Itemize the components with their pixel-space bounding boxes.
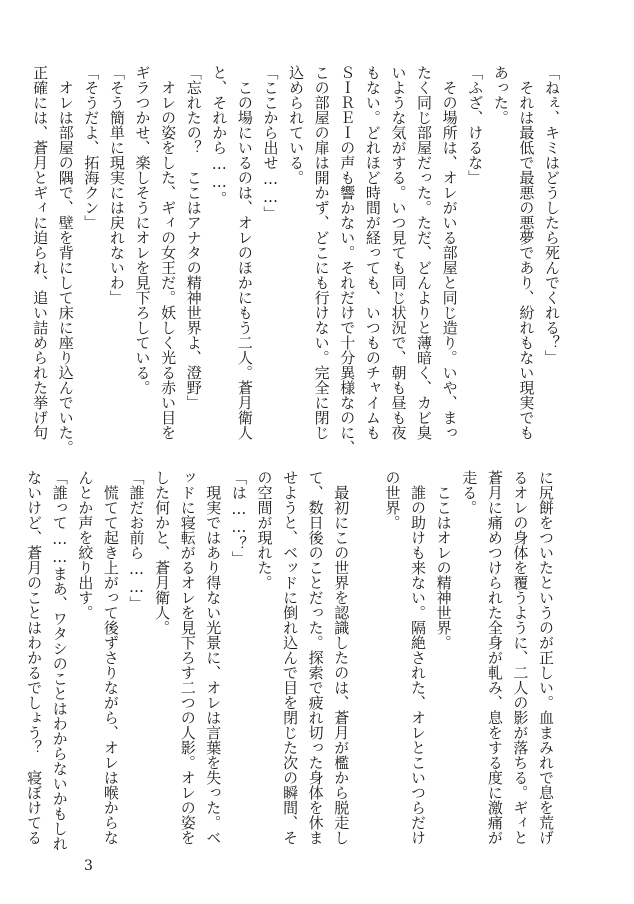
- text-line: もない。どれほど時間が経っても、いつものチャイムも: [363, 65, 382, 440]
- text-line: 「誰だお前ら……」: [127, 470, 146, 611]
- text-line: ッドに寝転がるオレを見下ろす二つの人影。オレの姿を: [178, 470, 197, 845]
- upper-text-block: [31, 65, 564, 455]
- text-line: ＳＩＲＥＩの声も響かない。それだけで十分異様なのに、: [338, 65, 357, 455]
- text-line: 走る。: [460, 470, 479, 515]
- text-line: せようと、ベッドに倒れ込んで目を閉じた次の瞬間、そ: [281, 470, 300, 845]
- text-line: 込められている。: [287, 65, 306, 185]
- text-line: [353, 470, 379, 855]
- text-line: 「忘れたの？ ここはアナタの精神世界よ、澄野」: [184, 65, 203, 410]
- text-line: の世界。: [383, 470, 402, 530]
- text-line: ないけど、蒼月のことはわかるでしょう？ 寝ぼけてる: [25, 470, 44, 845]
- text-line: の空間が現れた。: [255, 470, 274, 590]
- text-line: るオレの身体を覆うように、二人の影が落ちる。ギィと: [511, 470, 530, 845]
- text-line: 「そう簡単に現実には戻れないわ」: [107, 65, 126, 305]
- text-line: その場所は、オレがいる部屋と同じ造り。いや、まっ: [440, 65, 459, 440]
- text-line: たく同じ部屋だった。ただ、どんよりと薄暗く、カビ臭: [415, 65, 434, 440]
- lower-text-block: [25, 470, 558, 855]
- text-line: いような気がする。いつ見ても同じ状況で、朝も昼も夜: [389, 65, 408, 440]
- text-line: 「ここから出せ……」: [261, 65, 280, 221]
- text-line: この場にいるのは、オレのほかにもう二人。蒼月衛人: [235, 65, 254, 440]
- text-line: 「そうだよ、拓海クン」: [82, 65, 101, 230]
- text-line: 「ふざ、けるな」: [466, 65, 485, 185]
- text-line: ここはオレの精神世界。: [434, 470, 453, 650]
- text-line: んとか声を絞り出す。: [76, 470, 95, 620]
- text-line: に尻餅をついたというのが正しい。血まみれで息を荒げ: [537, 470, 555, 845]
- text-line: 「は……？」: [229, 470, 248, 566]
- text-line: ギラつかせ、楽しそうにオレを見下ろしている。: [133, 65, 152, 395]
- text-line: オレは部屋の隅で、壁を背にして床に座り込んでいた。: [56, 65, 75, 455]
- text-line: した何かと、蒼月衛人。: [153, 470, 172, 635]
- text-line: て、数日後のことだった。探索で疲れ切った身体を休ま: [306, 470, 325, 845]
- text-line: 「誰って……まあ、ワタシのことはわからないかもしれ: [50, 470, 69, 851]
- page-number: 3: [84, 858, 93, 874]
- text-line: オレの姿をした、ギィの女王だ。妖しく光る赤い目を: [159, 65, 178, 440]
- text-line: 「ねぇ、キミはどうしたら死んでくれる？」: [543, 65, 561, 365]
- text-line: 蒼月に痛めつけられた全身が軋み、息をする度に激痛が: [485, 470, 504, 845]
- text-line: この部屋の扉は開かず、どこにも行けない。完全に閉じ: [312, 65, 331, 440]
- text-line: 正確には、蒼月とギィに迫られ、追い詰められた挙げ句: [31, 65, 50, 440]
- text-line: それは最低で最悪の悪夢であり、紛れもない現実でも: [517, 65, 536, 440]
- text-line: と、それから……。: [210, 65, 229, 206]
- text-line: 現実ではあり得ない光景に、オレは言葉を失った。ベ: [204, 470, 223, 845]
- text-line: 誰の助けも来ない。隔絶された、オレとこいつらだけ: [409, 470, 428, 845]
- text-line: 最初にこの世界を認識したのは、蒼月が檻から脱走し: [332, 470, 351, 845]
- text-line: あった。: [491, 65, 510, 125]
- text-line: 慌てて起き上がって後ずさりながら、オレは喉からな: [101, 470, 120, 845]
